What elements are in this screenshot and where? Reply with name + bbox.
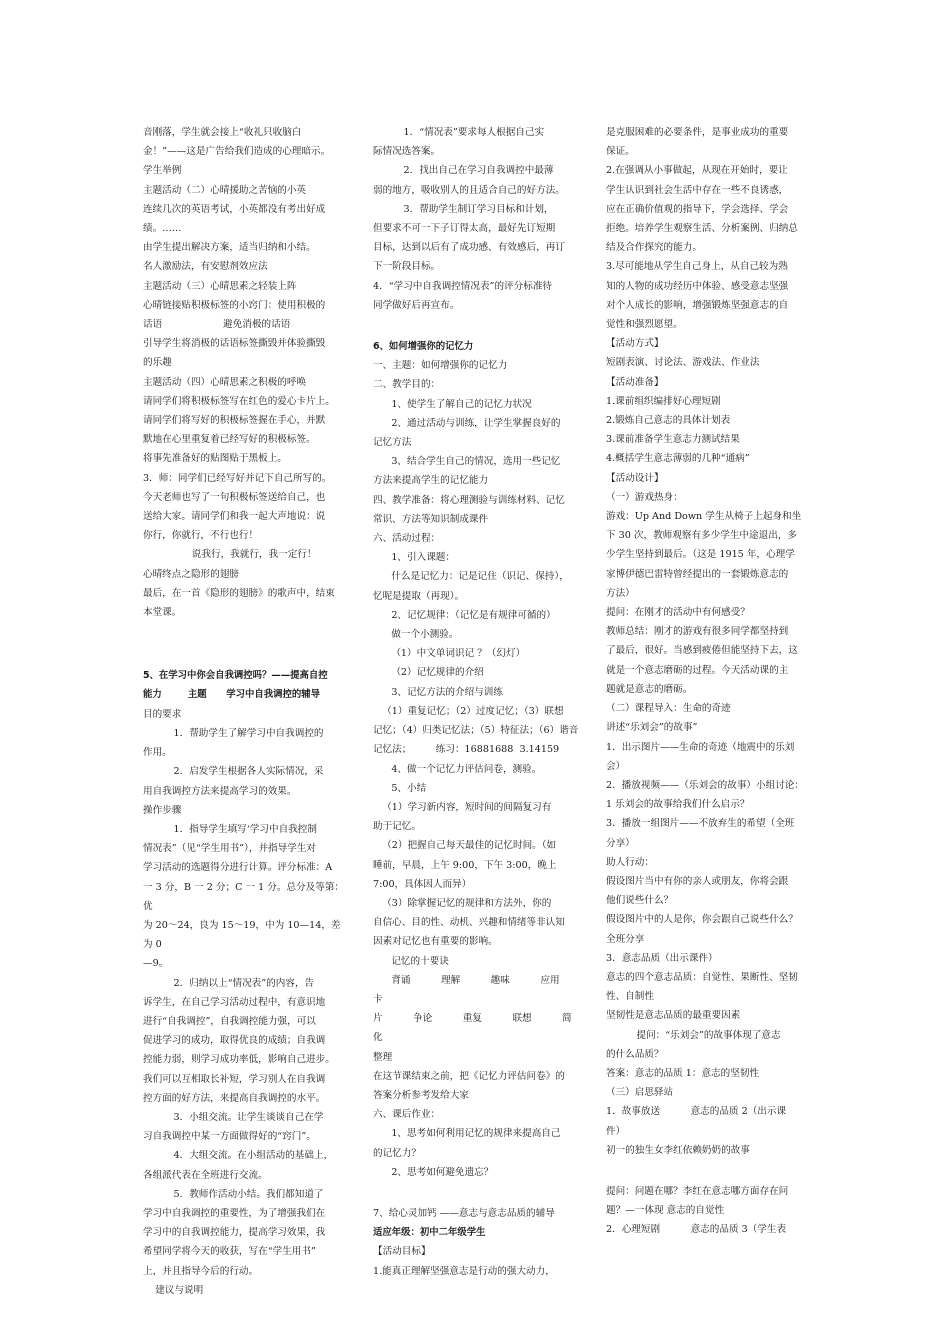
text-line: 操作步骤 bbox=[143, 804, 182, 816]
text-line: 控方面的好方法，来提高自我调控的水平。 bbox=[143, 1092, 326, 1104]
text-line: 我们可以互相取长补短，学习别人在自我调 bbox=[143, 1073, 326, 1085]
text-line: 记忆；（4）归类记忆法；（5）特征法；（6）谐音 bbox=[373, 725, 579, 737]
text-line: 了最后，很好。当感到疲倦但能坚持下去，这 bbox=[606, 645, 798, 657]
text-line: 1、思考如何利用记忆的规律来提高自己 bbox=[373, 1128, 561, 1140]
text-line: 2、通过活动与训练，让学生掌握良好的 bbox=[373, 417, 561, 429]
text-line: 整理 bbox=[373, 1051, 393, 1063]
text-line: —9。 bbox=[143, 958, 169, 970]
text-line: 【活动准备】 bbox=[606, 376, 664, 388]
column-middle bbox=[373, 123, 591, 1281]
text-line: 假设图片当中有你的亲人或朋友，你将会跟 bbox=[606, 875, 789, 887]
text-line: 六、课后作业： bbox=[373, 1109, 441, 1121]
text-line: 希望同学将今天的收获，写在“学生用书” bbox=[143, 1246, 316, 1258]
text-line: 2.锻炼自己意志的具体计划表 bbox=[606, 415, 731, 427]
text-line bbox=[373, 1182, 581, 1204]
text-line: 学生认识到社会生活中存在一些不良诱惑， bbox=[606, 184, 789, 196]
text-line: 应在正确价值观的指导下，学会选择、学会 bbox=[606, 203, 789, 215]
text-line: 4．“学习中自我调控情况表”的评分标准待 bbox=[373, 280, 553, 292]
text-line: 忆呢是提取（再现）。 bbox=[373, 590, 465, 602]
text-line: 3.尽可能地从学生自己身上，从自己较为熟 bbox=[606, 261, 788, 273]
text-line: 因素对记忆也有重要的影响。 bbox=[373, 936, 498, 948]
text-line: 1、使学生了解自己的记忆力状况 bbox=[373, 398, 532, 410]
text-line: 常识、方法等知识制成课件 bbox=[373, 513, 489, 525]
text-line: 2、记忆规律：（记忆是有规律可循的） bbox=[373, 609, 556, 621]
text-line: 际情况选答案。 bbox=[373, 146, 441, 158]
text-line: 记忆法； 练习：16881688 3.14159 bbox=[373, 744, 560, 756]
text-line: 一、主题：如何增强你的记忆力 bbox=[373, 360, 508, 372]
text-line: （2）记忆规律的介绍 bbox=[373, 667, 484, 679]
text-line: 短剧表演、讨论法、游戏法、作业法 bbox=[606, 357, 760, 369]
text-line: 六、活动过程： bbox=[373, 533, 441, 545]
text-line: 一 3 分，B 一 2 分；C 一 1 分。总分及等第：优 bbox=[143, 881, 345, 912]
text-line: 1．出示图片——生命的奇迹（地震中的乐刘 bbox=[606, 741, 795, 753]
text-line: 5．教师作活动小结。我们都知道了 bbox=[143, 1188, 324, 1200]
text-line: 3．小组交流。让学生谈谈自己在学 bbox=[143, 1111, 324, 1123]
text-line: 由学生提出解决方案，适当归纳和小结。 bbox=[143, 242, 316, 254]
text-line: 保证。 bbox=[606, 146, 635, 158]
text-line bbox=[143, 622, 349, 644]
text-line: 名人激励法，有安慰剂效应法 bbox=[143, 261, 268, 273]
text-line: 能力 主题 学习中自我调控的辅导 bbox=[143, 689, 320, 701]
text-line: 金！”——这是广告给我们造成的心理暗示。 bbox=[143, 146, 331, 158]
text-line: 分享） bbox=[606, 837, 635, 849]
text-line: 2.在强调从小事做起，从现在开始时，要让 bbox=[606, 165, 788, 177]
text-line: 送给大家。请同学们和我一起大声地说：说 bbox=[143, 511, 326, 523]
text-line: （二）课程导入：生命的奇迹 bbox=[606, 703, 731, 715]
text-line: 性、自制性 bbox=[606, 991, 654, 1003]
text-line: 下一阶段目标。 bbox=[373, 261, 441, 273]
text-line: 会） bbox=[606, 760, 626, 772]
text-line: 题？—一体现 意志的自觉性 bbox=[606, 1205, 725, 1217]
text-line: 请同学们将写好的积极标签握在手心，并默 bbox=[143, 415, 326, 427]
text-line: 目标，达到以后有了成功感、有效感后，再订 bbox=[373, 242, 565, 254]
text-line: 觉性和强烈愿望。 bbox=[606, 319, 683, 331]
text-line: 建议与说明 bbox=[143, 1284, 204, 1296]
text-line: （一）游戏热身： bbox=[606, 491, 683, 503]
text-line: 进行“自我调控”，自我调控能力强，可以 bbox=[143, 1015, 316, 1027]
text-line bbox=[606, 1160, 814, 1182]
text-line: 目的要求 bbox=[143, 708, 182, 720]
text-line: 适应年级：初中二年级学生 bbox=[373, 1227, 486, 1239]
text-line: 心晴链接贴积极标签的小窍门：使用积极的 bbox=[143, 299, 326, 311]
text-line: 是克服困难的必要条件，是事业成功的重要 bbox=[606, 127, 789, 138]
text-line: 答案：意志的品质 1：意志的坚韧性 bbox=[606, 1067, 760, 1079]
text-line: 学生举例 bbox=[143, 165, 182, 177]
text-line: 下 30 次，教师观察有多少学生中途退出，多 bbox=[606, 530, 797, 542]
text-line: 2．归纳以上“情况表”的内容，告 bbox=[143, 977, 315, 989]
text-line: 助人行动： bbox=[606, 856, 654, 868]
text-line: 提问：问题在哪？李红在意志哪方面存在问 bbox=[606, 1185, 789, 1197]
text-line: 1．指导学生填写‘学习中自我控制 bbox=[143, 823, 317, 835]
text-line: 3．播放一组图片——不放弃生的希望（全班 bbox=[606, 818, 795, 830]
text-line: 提问：“乐刘会”的故事体现了意志 bbox=[606, 1029, 781, 1041]
text-line bbox=[143, 644, 349, 666]
text-line: 记忆方法 bbox=[373, 437, 412, 449]
text-line: 1 乐刘会的故事给我们什么启示？ bbox=[606, 799, 750, 811]
text-line: 件） bbox=[606, 1125, 626, 1137]
text-line: 促进学习的成功，取得优良的成绩；自我调 bbox=[143, 1035, 326, 1047]
text-line: 7:00，具体因人而异） bbox=[373, 878, 472, 890]
text-line: 2．心理短剧 意志的品质 3（学生表 bbox=[606, 1224, 787, 1236]
text-line: 什么是记忆力：记是记住（识记、保持）， bbox=[373, 571, 569, 583]
text-line: 学习中自我调控的重要性，为了增强我们在 bbox=[143, 1207, 326, 1219]
text-line: 拒绝。培养学生观察生活、分析案例、归纳总 bbox=[606, 223, 798, 235]
text-line: 2．播放视频——（乐刘会的故事）小组讨论： bbox=[606, 779, 804, 791]
text-line: 4.概括学生意志薄弱的几种“通病” bbox=[606, 453, 750, 465]
text-line: 3．帮助学生制订学习目标和计划， bbox=[373, 203, 554, 215]
text-line: 今天老师也写了一句积极标签送给自己，也 bbox=[143, 491, 326, 503]
text-line: 提问：在刚才的活动中有何感受？ bbox=[606, 607, 750, 619]
text-line: 初一的独生女李红依赖奶奶的故事 bbox=[606, 1144, 750, 1156]
text-line: 3．意志品质（出示课件） bbox=[606, 952, 718, 964]
text-line: 对个人成长的影响，增强锻炼坚强意志的自 bbox=[606, 299, 789, 311]
text-line: 2、思考如何避免遗忘？ bbox=[373, 1166, 494, 1178]
text-line: 3、结合学生自己的情况，选用一些记忆 bbox=[373, 456, 561, 468]
text-line: 的乐趣 bbox=[143, 357, 172, 369]
text-line: 家博伊德巴雷特曾经提出的一套锻炼意志的 bbox=[606, 568, 789, 580]
text-line: 学习活动的选题得分进行计算。评分标准：A bbox=[143, 862, 333, 874]
text-line: 3、记忆方法的介绍与训练 bbox=[373, 686, 503, 698]
text-line: 少学生坚持到最后。（这是 1915 年，心理学 bbox=[606, 549, 795, 561]
text-line: 主题活动（二）心晴援助之苦恼的小英 bbox=[143, 184, 307, 196]
text-line: 【活动目标】 bbox=[373, 1246, 431, 1258]
text-line: （2）把握自己每天最佳的记忆时间。（如 bbox=[373, 840, 557, 852]
text-line: 假设图片中的人是你，你会跟自己说些什么？ bbox=[606, 914, 798, 926]
text-line: 的记忆力？ bbox=[373, 1147, 421, 1159]
text-line: 主题活动（三）心晴思素之轻装上阵 bbox=[143, 280, 297, 292]
text-line: 同学做好后再宣布。 bbox=[373, 299, 460, 311]
text-line: （1）学习新内容，短时间的间隔复习有 bbox=[373, 801, 552, 813]
text-line: 5、小结 bbox=[373, 782, 427, 794]
column-left bbox=[143, 123, 349, 1300]
text-line: 但要求不可一下子订得太高，最好先订短期 bbox=[373, 223, 556, 235]
text-line: 引导学生将消极的话语标签撕毁并体验撕毁 bbox=[143, 338, 326, 350]
text-line: 用自我调控方法来提高学习的效果。 bbox=[143, 785, 297, 797]
text-line: 他们说些什么？ bbox=[606, 895, 674, 907]
text-line: 说我行，我就行，我一定行！ bbox=[143, 549, 317, 561]
text-line: （三）启思驿站 bbox=[606, 1087, 674, 1099]
text-line: 2．启发学生根据各人实际情况，采 bbox=[143, 766, 324, 778]
text-line: 诉学生，在自己学习活动过程中，有意识地 bbox=[143, 996, 326, 1008]
text-line: 本堂课。 bbox=[143, 607, 182, 619]
text-line: 各组派代表在全班进行交流。 bbox=[143, 1169, 268, 1181]
text-line: 【活动方式】 bbox=[606, 338, 664, 350]
text-line: 讲述“乐刘会”的故事” bbox=[606, 722, 698, 734]
text-line: 1.课前组织编排好心理短剧 bbox=[606, 395, 721, 407]
text-line: 话语 避免消极的话语 bbox=[143, 319, 291, 331]
text-line: 弱的地方，吸收别人的且适合自己的好方法。 bbox=[373, 184, 565, 196]
text-line: 自信心、目的性、动机、兴趣和情绪等非认知 bbox=[373, 917, 565, 929]
text-line: 1．故事放送 意志的品质 2（出示课 bbox=[606, 1106, 787, 1118]
text-line: 二、教学目的： bbox=[373, 379, 441, 391]
text-line: 就是一个意志磨砺的过程。今天活动课的主 bbox=[606, 664, 789, 676]
text-line: 1．“情况表”要求每人根据自己实 bbox=[373, 127, 545, 138]
text-line: 记忆的十要诀 bbox=[373, 955, 449, 967]
text-line: 的什么品质？ bbox=[606, 1048, 664, 1060]
text-line: 主题活动（四）心晴思素之积极的呼唤 bbox=[143, 376, 307, 388]
text-line: 习自我调控中某一方面做得好的“窍门”。 bbox=[143, 1131, 316, 1143]
text-line: 2．找出自己在学习自我调控中最薄 bbox=[373, 165, 554, 177]
text-line: 片 争论 重复 联想 简化 bbox=[373, 1013, 572, 1044]
text-line: 最后，在一首《隐形的翅膀》的歌声中，结束 bbox=[143, 587, 335, 599]
text-line: 连续几次的英语考试，小英都没有考出好成 bbox=[143, 203, 326, 215]
text-line: 在这节课结束之前，把《记忆力评估问卷》的 bbox=[373, 1070, 565, 1082]
text-line: （1）重复记忆；（2）过度记忆；（3）联想 bbox=[373, 705, 564, 717]
text-line: 意志的四个意志品质：自觉性、果断性、坚韧 bbox=[606, 971, 798, 983]
text-line: 心晴终点之隐形的翅膀 bbox=[143, 568, 239, 580]
text-line: 作用。 bbox=[143, 747, 172, 759]
text-line: 绩。…… bbox=[143, 223, 182, 235]
text-line: （1）中文单词识记 ？（幻灯） bbox=[373, 648, 526, 660]
text-line: 1、引入课题： bbox=[373, 552, 455, 564]
text-line: 题就是意志的磨砺。 bbox=[606, 683, 693, 695]
text-line: 【活动设计】 bbox=[606, 472, 664, 484]
text-line: 学习中的自我调控能力，提高学习效果，我 bbox=[143, 1227, 326, 1239]
text-line: 答案分析参考发给大家 bbox=[373, 1089, 469, 1101]
text-line: （3）除掌握记忆的规律和方法外，你的 bbox=[373, 897, 552, 909]
text-line: 睡前，早晨，上午 9:00，下午 3:00，晚上 bbox=[373, 859, 557, 871]
text-line: 默地在心里重复着已经写好的积极标签。 bbox=[143, 434, 316, 446]
text-line: 1．帮助学生了解学习中自我调控的 bbox=[143, 727, 324, 739]
text-line: 你行，你就行，不行也行！ bbox=[143, 530, 259, 542]
text-line: 5、在学习中你会自我调控吗？——提高自控 bbox=[143, 670, 328, 682]
text-line: 控能力弱，则学习成功率低，影响自己进步。 bbox=[143, 1054, 335, 1066]
text-line: 6、如何增强你的记忆力 bbox=[373, 341, 474, 353]
text-line: 做一个小测验。 bbox=[373, 629, 459, 641]
text-line bbox=[373, 315, 581, 337]
text-line: 方法来提高学生的记忆能力 bbox=[373, 475, 489, 487]
text-line: 3.课前准备学生意志力测试结果 bbox=[606, 434, 740, 446]
text-line: 上，并且指导今后的行动。 bbox=[143, 1265, 259, 1277]
text-line: 情况表”（见“学生用书”），并指导学生对 bbox=[143, 843, 317, 855]
text-line: 结及合作探究的能力。 bbox=[606, 242, 702, 254]
text-line: 知的人物的成功经历中体验、感受意志坚强 bbox=[606, 280, 789, 292]
text-line: 将事先准备好的贴图贴于黑板上。 bbox=[143, 453, 287, 465]
text-line: 为 20～24，良为 15～19，中为 10—14，差为 0 bbox=[143, 919, 341, 951]
text-line: 请同学们将积极标签写在红色的爱心卡片上。 bbox=[143, 395, 335, 407]
text-line: 教师总结：刚才的游戏有很多同学都坚持到 bbox=[606, 626, 789, 638]
text-line: 7、给心灵加钙 ——意志与意志品质的辅导 bbox=[373, 1207, 555, 1219]
text-line: 助于记忆。 bbox=[373, 821, 421, 833]
text-line: 4．大组交流。在小组活动的基础上， bbox=[143, 1150, 334, 1162]
text-line: 游戏：Up And Down 学生从椅子上起身和坐 bbox=[606, 511, 802, 523]
text-line: 4、做一个记忆力评估问卷，测验。 bbox=[373, 763, 542, 775]
text-line: 音刚落，学生就会接上“收礼只收脑白 bbox=[143, 127, 302, 138]
column-right bbox=[606, 123, 814, 1240]
text-line: 坚韧性是意志品质的最重要因素 bbox=[606, 1010, 741, 1022]
text-line: 3．师：同学们已经写好并记下自己所写的。 bbox=[143, 472, 332, 484]
text-line: 方法） bbox=[606, 587, 635, 599]
text-line: 背诵 理解 趣味 应用 卡 bbox=[373, 974, 591, 1005]
text-line: 1.能真正理解坚强意志是行动的强大动力， bbox=[373, 1265, 555, 1277]
text-line: 四、教学准备：将心理测验与训练材料、记忆 bbox=[373, 494, 565, 506]
text-line: 全班分享 bbox=[606, 933, 645, 945]
